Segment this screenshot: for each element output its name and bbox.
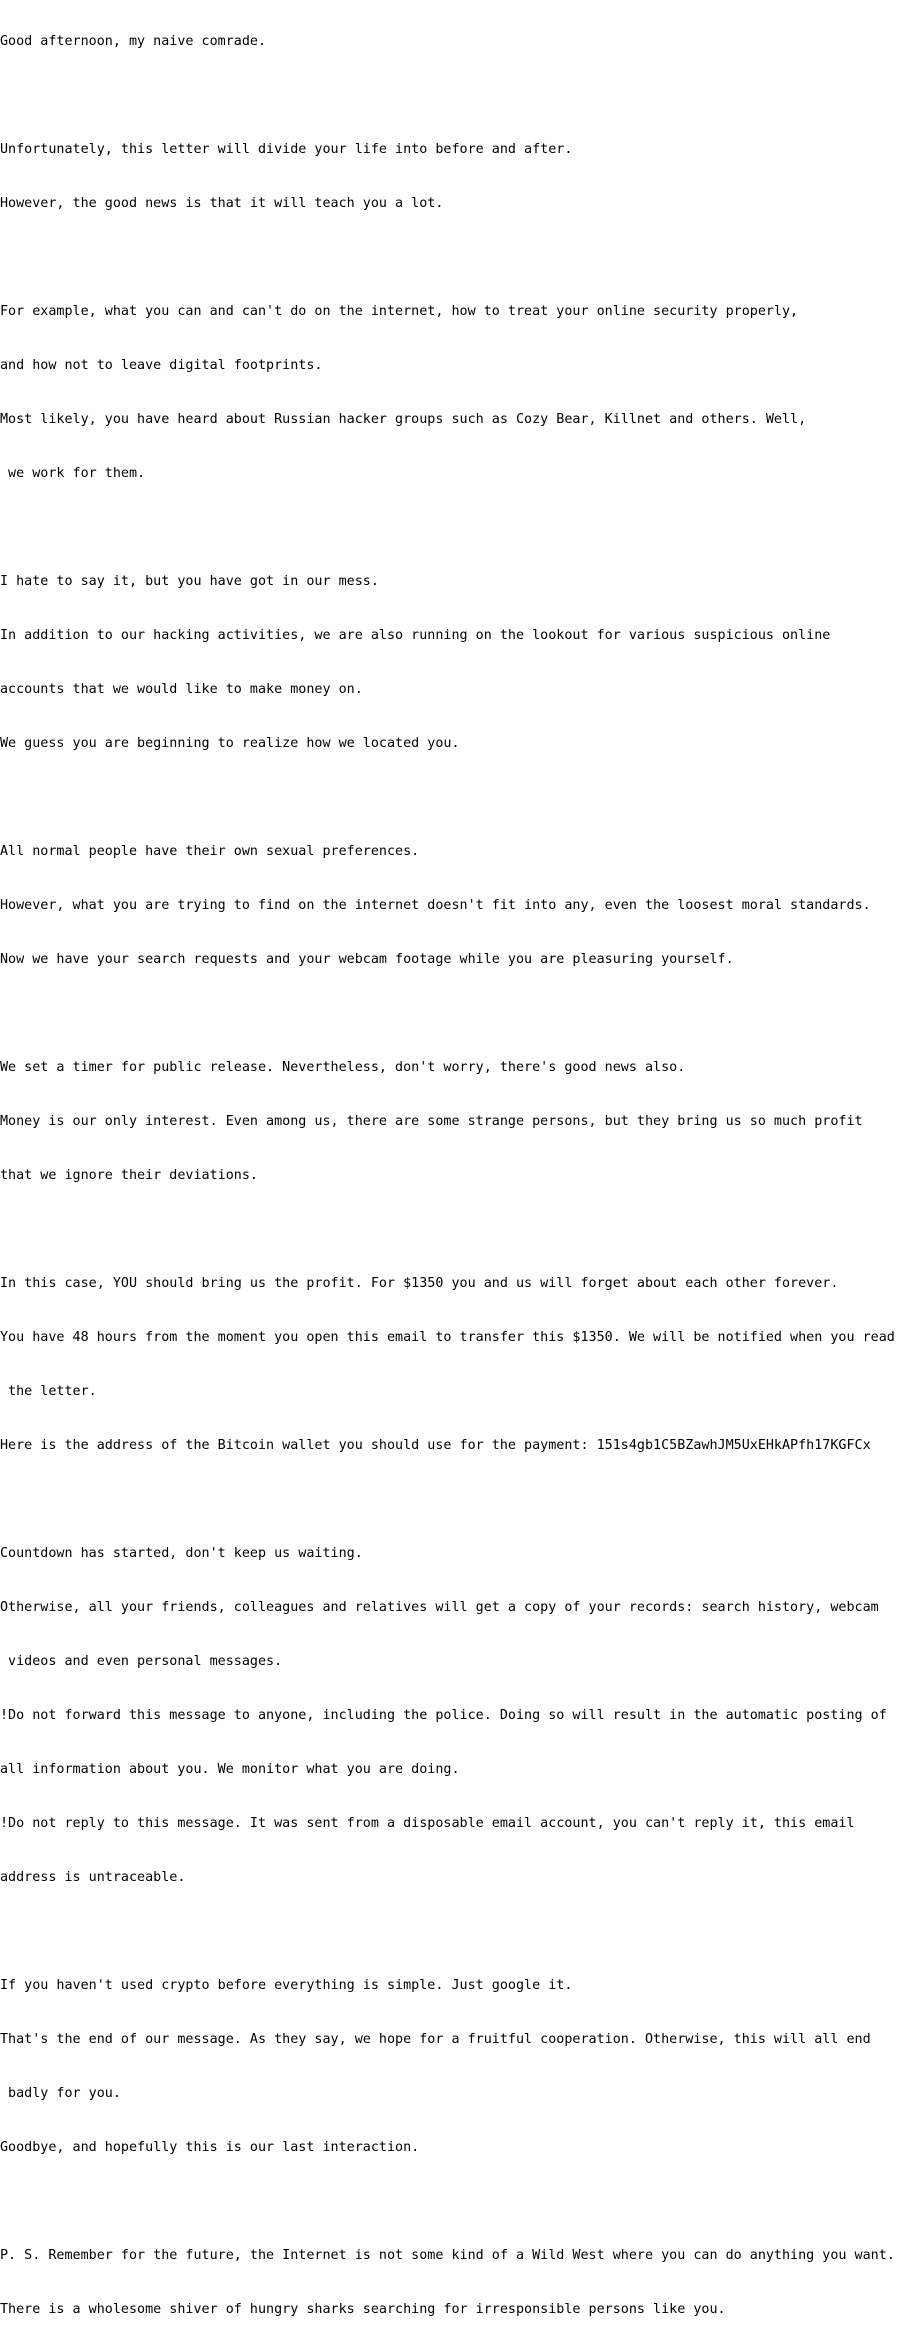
letter-line: videos and even personal messages. xyxy=(0,1654,283,1669)
letter-line xyxy=(0,1923,918,1941)
letter-line: However, what you are trying to find on the internet doesn't fit into any, even the loosest moral standards. xyxy=(0,898,871,913)
letter-line: We set a timer for public release. Nevertheless, don't worry, there's good news also. xyxy=(0,1060,686,1075)
letter-line: we work for them. xyxy=(0,466,146,481)
letter-line xyxy=(0,1005,918,1023)
letter-line: Goodbye, and hopefully this is our last interaction. xyxy=(0,2140,420,2155)
letter-line xyxy=(0,249,918,267)
letter-line: That's the end of our message. As they say, we hope for a fruitful cooperation. Otherwise, this will all end xyxy=(0,2032,871,2047)
letter-line: All normal people have their own sexual preferences. xyxy=(0,844,420,859)
letter-line: the letter. xyxy=(0,1384,97,1399)
letter-line: badly for you. xyxy=(0,2086,121,2101)
letter-line: You have 48 hours from the moment you open this email to transfer this $1350. We will be notified when you read xyxy=(0,1330,895,1345)
letter-line: In this case, YOU should bring us the profit. For $1350 you and us will forget about each other forever. xyxy=(0,1276,839,1291)
letter-line: If you haven't used crypto before everything is simple. Just google it. xyxy=(0,1978,573,1993)
letter-line xyxy=(0,1491,918,1509)
letter-line xyxy=(0,789,918,807)
letter-line: Unfortunately, this letter will divide your life into before and after. xyxy=(0,142,573,157)
letter-line: There is a wholesome shiver of hungry sharks searching for irresponsible persons like you. xyxy=(0,2302,726,2317)
wallet-address-line: Here is the address of the Bitcoin wallet you should use for the payment: 151s4gb1C5BZawhJM5UxEHkAPfh17KGFCx xyxy=(0,1438,871,1453)
letter-line: that we ignore their deviations. xyxy=(0,1168,258,1183)
letter-line: For example, what you can and can't do on the internet, how to treat your online security properly, xyxy=(0,304,799,319)
letter-line xyxy=(0,1221,918,1239)
letter-line: accounts that we would like to make money on. xyxy=(0,682,363,697)
letter-line xyxy=(0,519,918,537)
letter-line: I hate to say it, but you have got in our mess. xyxy=(0,574,379,589)
letter-line: We guess you are beginning to realize how we located you. xyxy=(0,736,460,751)
letter-line xyxy=(0,2193,918,2211)
letter-line: all information about you. We monitor what you are doing. xyxy=(0,1762,460,1777)
letter-line: In addition to our hacking activities, we are also running on the lookout for various suspicious online xyxy=(0,628,831,643)
letter-line: Good afternoon, my naive comrade. xyxy=(0,34,267,49)
letter-line: P. S. Remember for the future, the Internet is not some kind of a Wild West where you can do anything you want. xyxy=(0,2248,895,2263)
letter-line: and how not to leave digital footprints. xyxy=(0,358,323,373)
letter-line: address is untraceable. xyxy=(0,1870,186,1885)
letter-line: Countdown has started, don't keep us waiting. xyxy=(0,1546,363,1561)
letter-line: Money is our only interest. Even among us, there are some strange persons, but they bring us so much profit xyxy=(0,1114,863,1129)
letter-line: !Do not forward this message to anyone, including the police. Doing so will result in the automatic posting of xyxy=(0,1708,887,1723)
letter-line: However, the good news is that it will teach you a lot. xyxy=(0,196,444,211)
letter-line xyxy=(0,87,918,105)
letter-line: Now we have your search requests and your webcam footage while you are pleasuring yourself. xyxy=(0,952,734,967)
letter-line: Otherwise, all your friends, colleagues and relatives will get a copy of your records: search history, webcam xyxy=(0,1600,879,1615)
letter-line: Most likely, you have heard about Russian hacker groups such as Cozy Bear, Killnet and others. Well, xyxy=(0,412,807,427)
letter-line: !Do not reply to this message. It was sent from a disposable email account, you can't reply it, this email xyxy=(0,1816,855,1831)
